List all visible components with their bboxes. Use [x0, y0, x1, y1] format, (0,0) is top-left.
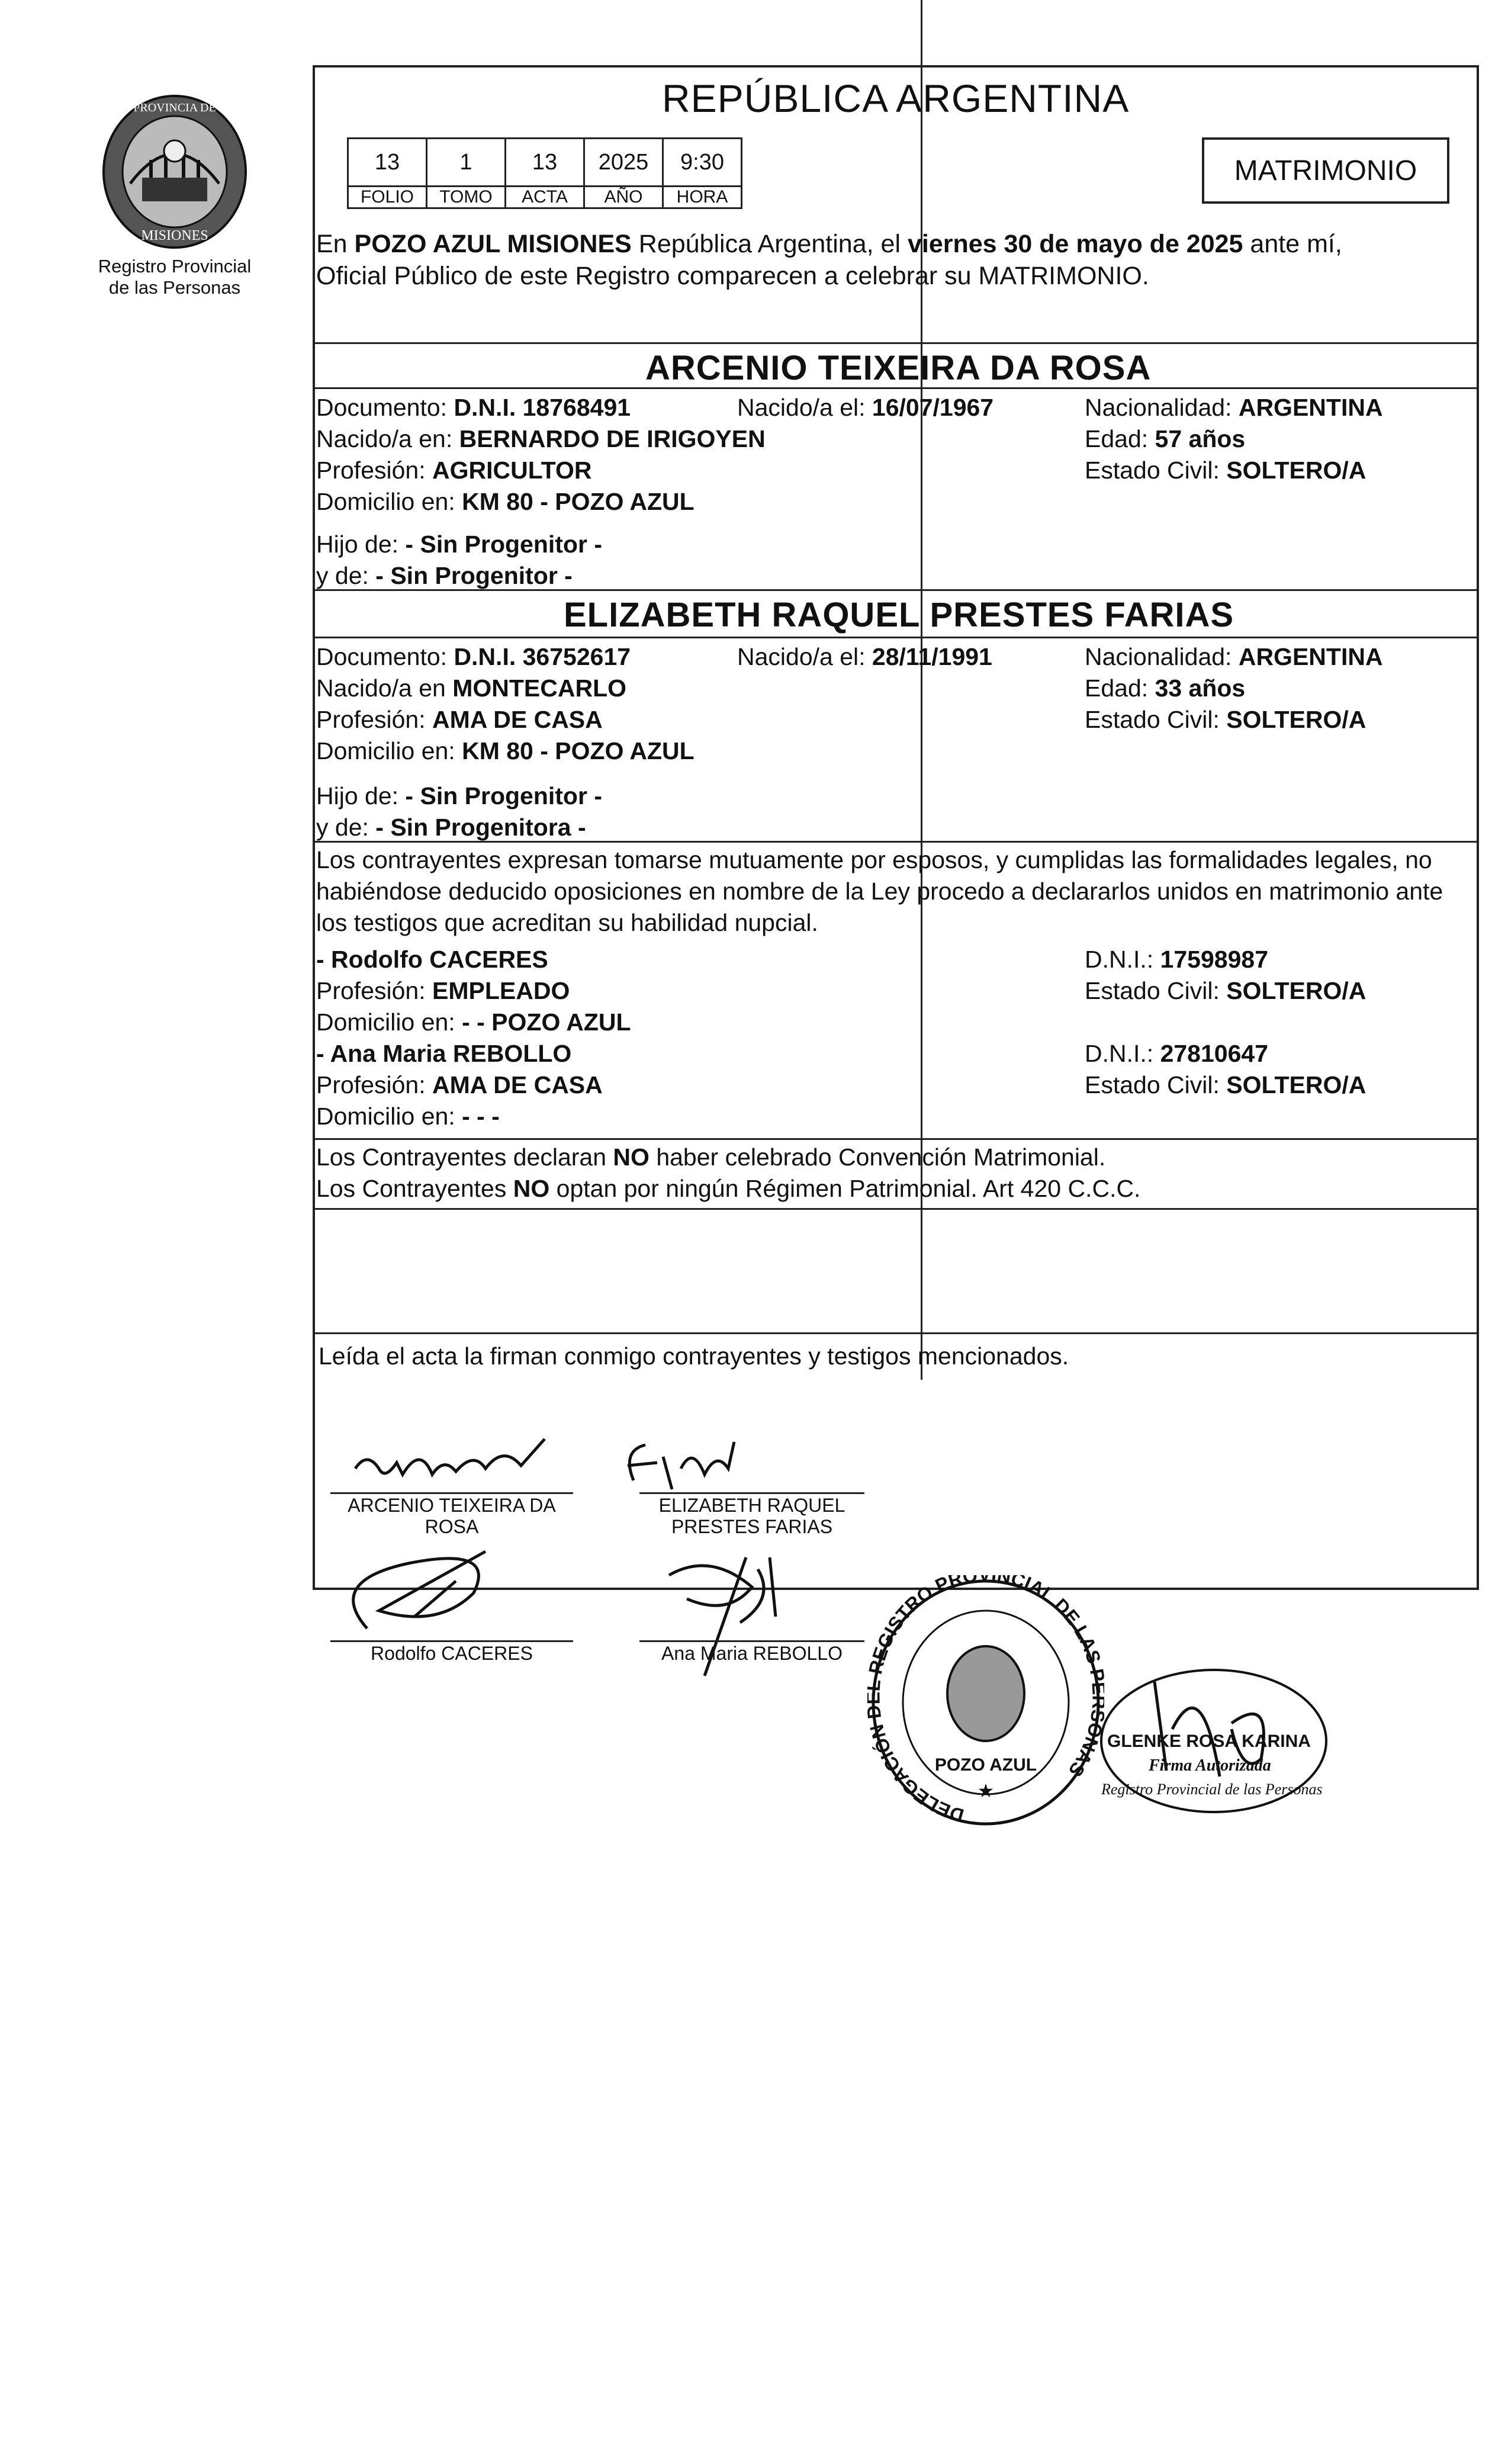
rule-7: [313, 1208, 1479, 1210]
spouse2-profession: Profesión: AMA DE CASA: [316, 706, 603, 733]
registry-caption: Registro Provincial de las Personas: [98, 256, 252, 298]
declaration-line-1: Los contrayentes expresan tomarse mutuamente por esposos, y cumplidas las formalidades legales, no: [316, 846, 1432, 873]
svg-text:POZO AZUL: POZO AZUL: [934, 1755, 1037, 1775]
witness2-dni: D.N.I.: 27810647: [1085, 1040, 1268, 1067]
time-value: 9:30: [663, 139, 742, 187]
spouse1-document: Documento: D.N.I. 18768491: [316, 394, 631, 421]
witness1-civil-status: Estado Civil: SOLTERO/A: [1085, 977, 1366, 1004]
acta-value: 13: [506, 139, 584, 187]
spouse1-profession: Profesión: AGRICULTOR: [316, 457, 592, 484]
svg-text:Registro Provincial de las Per: Registro Provincial de las Personas: [1101, 1781, 1323, 1798]
intro-line-2: Oficial Público de este Registro comparecen a celebrar su MATRIMONIO.: [316, 262, 1149, 290]
spouse1-nationality: Nacionalidad: ARGENTINA: [1085, 394, 1383, 421]
signature-spouse1: [332, 1433, 568, 1492]
province-crest: [95, 89, 255, 255]
spouse1-parent1: Hijo de: - Sin Progenitor -: [316, 531, 602, 558]
year-value: 2025: [584, 139, 663, 187]
svg-text:★: ★: [977, 1780, 995, 1801]
spouse2-civil-status: Estado Civil: SOLTERO/A: [1085, 706, 1366, 733]
signature-line-3: [330, 1640, 573, 1642]
closing-statement: Leída el acta la firman conmigo contrayentes y testigos mencionados.: [319, 1342, 1069, 1370]
folio-label: FOLIO: [348, 187, 427, 208]
signature-line-4: [639, 1640, 864, 1642]
signature-spouse2: [616, 1433, 758, 1498]
rule-6: [313, 1138, 1479, 1140]
svg-text:Firma Autorizada: Firma Autorizada: [1149, 1756, 1271, 1775]
declaration-line-3: los testigos que acreditan su habilidad nupcial.: [316, 909, 818, 936]
page-title: REPÚBLICA ARGENTINA: [662, 76, 1130, 120]
official-seal: [867, 1575, 1104, 1836]
signature-name-2: ELIZABETH RAQUEL PRESTES FARIAS: [658, 1495, 845, 1537]
tomo-value: 1: [427, 139, 506, 187]
intro-line-1: En POZO AZUL MISIONES República Argentina, el viernes 30 de mayo de 2025 ante mí,: [316, 230, 1342, 258]
official-signature-stamp: [1083, 1658, 1391, 1824]
spouse2-age: Edad: 33 años: [1085, 674, 1246, 702]
spouse1-address: Domicilio en: KM 80 - POZO AZUL: [316, 488, 694, 515]
spouse2-nationality: Nacionalidad: ARGENTINA: [1085, 643, 1383, 670]
spouse2-name: ELIZABETH RAQUEL PRESTES FARIAS: [564, 596, 1234, 634]
svg-text:PROVINCIA DE: PROVINCIA DE: [133, 101, 216, 114]
witness2-civil-status: Estado Civil: SOLTERO/A: [1085, 1071, 1366, 1098]
spouse1-name: ARCENIO TEIXEIRA DA ROSA: [645, 349, 1152, 387]
tomo-label: TOMO: [427, 187, 506, 208]
rule-1: [313, 342, 1479, 344]
spouse1-birthplace: Nacido/a en: BERNARDO DE IRIGOYEN: [316, 425, 766, 452]
witness2-name: - Ana Maria REBOLLO: [316, 1040, 572, 1067]
witness1-dni: D.N.I.: 17598987: [1085, 946, 1268, 973]
spouse2-parent2: y de: - Sin Progenitora -: [316, 814, 586, 841]
spouse2-birthdate: Nacido/a el: 28/11/1991: [737, 643, 992, 670]
witness1-address: Domicilio en: - - POZO AZUL: [316, 1008, 631, 1036]
signature-line-1: [330, 1492, 573, 1494]
spouse1-birthdate: Nacido/a el: 16/07/1967: [737, 394, 994, 421]
spouse2-parent1: Hijo de: - Sin Progenitor -: [316, 782, 602, 809]
spouse1-civil-status: Estado Civil: SOLTERO/A: [1085, 457, 1366, 484]
witness2-profession: Profesión: AMA DE CASA: [316, 1071, 603, 1098]
spouse1-parent2: y de: - Sin Progenitor -: [316, 562, 573, 589]
witness1-name: - Rodolfo CACERES: [316, 946, 548, 973]
acta-label: ACTA: [506, 187, 584, 208]
spouse2-address: Domicilio en: KM 80 - POZO AZUL: [316, 737, 694, 764]
signature-line-2: [639, 1492, 864, 1494]
record-reference-table: [347, 137, 742, 209]
svg-text:MISIONES: MISIONES: [141, 228, 208, 243]
crest-icon: [95, 89, 255, 255]
time-label: HORA: [663, 187, 742, 208]
signature-name-3: Rodolfo CACERES: [371, 1643, 533, 1664]
spouse2-birthplace: Nacido/a en MONTECARLO: [316, 674, 627, 702]
convention-line-2: Los Contrayentes NO optan por ningún Régimen Patrimonial. Art 420 C.C.C.: [316, 1175, 1141, 1202]
svg-text:GLENKE ROSA KARINA: GLENKE ROSA KARINA: [1107, 1731, 1311, 1751]
folio-value: 13: [348, 139, 427, 187]
rule-8: [313, 1332, 1479, 1334]
signature-witness1: [320, 1528, 568, 1646]
svg-text:DELEGACIÓN DEL REGISTRO PROVIN: DELEGACIÓN EGISTRO PRO NCIAL DE LAS NAS: [867, 1575, 1104, 1827]
signature-name-1: ARCENIO TEIXEIRA DA ROSA: [348, 1495, 556, 1537]
spouse1-age: Edad: 57 años: [1085, 425, 1246, 452]
spouse2-document: Documento: D.N.I. 36752617: [316, 643, 631, 670]
signature-name-4: Ana Maria REBOLLO: [661, 1643, 843, 1664]
document-type-box: MATRIMONIO: [1202, 137, 1449, 204]
declaration-line-2: habiéndose deducido oposiciones en nombre de la Ley procedo a declararlos unidos en matrimonio ante: [316, 878, 1443, 905]
witness1-profession: Profesión: EMPLEADO: [316, 977, 570, 1004]
year-label: AÑO: [584, 187, 663, 208]
rule-4: [313, 637, 1479, 638]
witness2-address: Domicilio en: - - -: [316, 1103, 500, 1130]
convention-line-1: Los Contrayentes declaran NO haber celebrado Convención Matrimonial.: [316, 1143, 1106, 1171]
